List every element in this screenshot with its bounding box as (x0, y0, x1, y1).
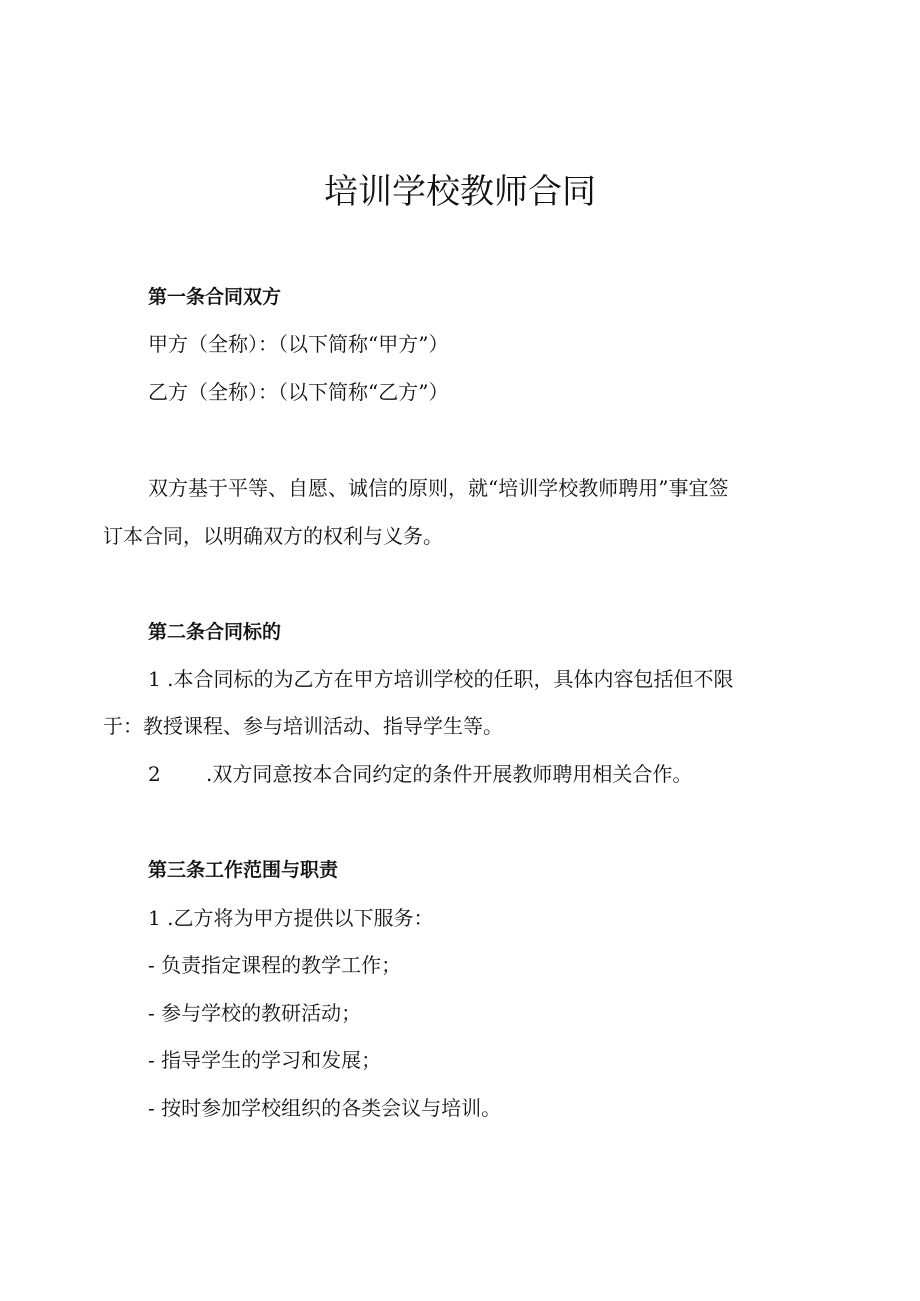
preamble-line-1: 双方基于平等、自愿、诚信的原则，就“培训学校教师聘用”事宜签 (148, 476, 729, 500)
duty-bullet-1: - 负责指定课程的教学工作； (148, 953, 402, 977)
section-3-heading: 第三条工作范围与职责 (148, 859, 339, 881)
party-a-line: 甲方（全称）：（以下简称“甲方”） (148, 332, 449, 356)
document-title: 培训学校教师合同 (324, 172, 596, 212)
section-3-item-1 (148, 904, 433, 932)
item-text: .本合同标的为乙方在甲方培训学校的任职，具体内容包括但不限 (167, 667, 734, 691)
section-2-heading: 第二条合同标的 (148, 621, 282, 643)
duty-bullet-2: - 参与学校的教研活动； (148, 1001, 362, 1025)
section-2-item-2 (148, 760, 692, 788)
item-text: .乙方将为甲方提供以下服务： (167, 906, 434, 930)
item-number: 1 (148, 906, 161, 930)
section-2-item-1-line-1 (148, 665, 733, 693)
preamble-line-2: 订本合同，以明确双方的权利与义务。 (103, 524, 443, 548)
item-number: 1 (148, 667, 161, 691)
duty-bullet-3: - 指导学生的学习和发展； (148, 1048, 382, 1072)
item-number: 2 (148, 762, 161, 786)
duty-bullet-4: - 按时参加学校组织的各类会议与培训。 (148, 1096, 502, 1120)
section-2-item-1-line-2: 于：教授课程、参与培训活动、指导学生等。 (103, 714, 503, 738)
party-b-line: 乙方（全称）：（以下简称“乙方”） (148, 380, 449, 404)
section-1-heading: 第一条合同双方 (148, 286, 282, 308)
item-text: .双方同意按本合同约定的条件开展教师聘用相关合作。 (206, 762, 693, 786)
